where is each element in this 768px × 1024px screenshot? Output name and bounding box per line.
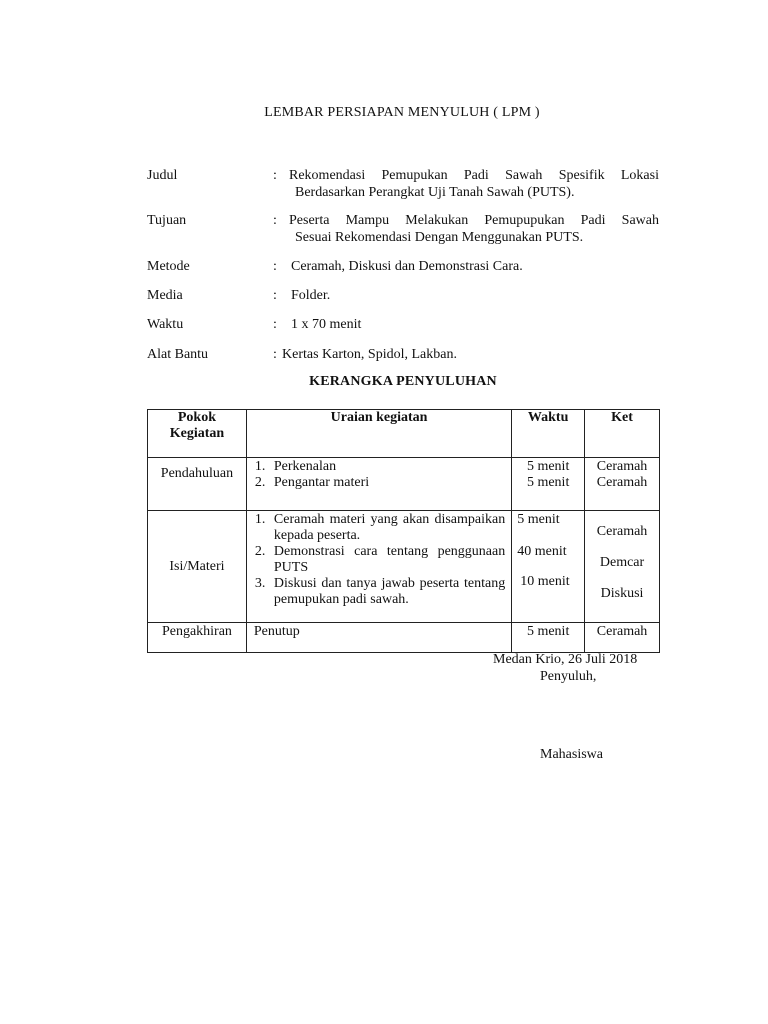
item-number: 2. (254, 475, 266, 490)
cell-uraian (246, 511, 511, 623)
field-label: Tujuan (147, 213, 187, 228)
list-item (255, 475, 505, 491)
field-colon: : (273, 288, 277, 303)
item-text: Demonstrasi cara tentang penggunaan PUTS (273, 544, 506, 575)
table-row (148, 458, 660, 511)
field-value: Kertas Karton, Spidol, Lakban. (282, 347, 457, 362)
waktu-value: 5 menit (526, 624, 570, 639)
waktu-value: 5 menit (526, 459, 570, 474)
ket-value: Ceramah (596, 624, 648, 639)
table-row (148, 511, 660, 623)
cell-uraian: Penutup (246, 623, 511, 653)
field-label: Judul (147, 168, 178, 183)
header-waktu: Waktu (512, 410, 585, 458)
item-number: 1. (254, 512, 266, 527)
field-value (289, 167, 659, 201)
field-value (289, 212, 659, 246)
ket-value: Diskusi (600, 586, 644, 601)
field-colon: : (273, 168, 277, 183)
signature-name: Mahasiswa (540, 747, 603, 762)
field-value-line: Peserta Mampu Melakukan Pemupupukan Padi Sawah (289, 213, 659, 228)
cell-ket (585, 458, 660, 511)
list-item (255, 512, 505, 544)
ket-value: Demcar (599, 555, 645, 570)
ket-value: Ceramah (596, 524, 648, 539)
item-text: Diskusi dan tanya jawab peserta tentang pemupukan padi sawah. (273, 576, 506, 607)
item-number: 3. (254, 576, 266, 591)
item-number: 2. (254, 544, 266, 559)
item-text: Perkenalan (273, 459, 337, 474)
field-value-line: Rekomendasi Pemupukan Padi Sawah Spesifik Lokasi (289, 168, 659, 183)
document-title: LEMBAR PERSIAPAN MENYULUH ( LPM ) (264, 105, 540, 120)
header-text: Kegiatan (169, 426, 225, 441)
waktu-value: 40 menit (517, 544, 567, 559)
cell-pokok: Isi/Materi (148, 511, 247, 623)
field-colon: : (273, 317, 277, 332)
header-text: Pokok (177, 410, 216, 425)
kerangka-table (147, 409, 660, 653)
field-colon: : (273, 347, 277, 362)
ket-value: Ceramah (596, 475, 648, 490)
list-item (255, 459, 505, 475)
cell-ket (585, 511, 660, 623)
cell-pokok: Pendahuluan (148, 458, 247, 511)
item-text: Ceramah materi yang akan disampaikan kepada peserta. (273, 512, 506, 543)
header-pokok-kegiatan (148, 410, 247, 458)
field-colon: : (273, 259, 277, 274)
section-title: KERANGKA PENYULUHAN (309, 374, 497, 389)
field-value: Folder. (291, 288, 331, 303)
field-value-line: Berdasarkan Perangkat Uji Tanah Sawah (PUTS). (295, 185, 575, 200)
field-label: Waktu (147, 317, 184, 332)
table-row (148, 623, 660, 653)
header-uraian: Uraian kegiatan (246, 410, 511, 458)
field-label: Media (147, 288, 183, 303)
item-text: Pengantar materi (273, 475, 370, 490)
cell-waktu (512, 511, 585, 623)
list-item (255, 544, 505, 576)
signature-role: Penyuluh, (540, 669, 597, 684)
field-colon: : (273, 213, 277, 228)
waktu-value: 5 menit (517, 512, 560, 527)
list-item (255, 576, 505, 608)
cell-uraian (246, 458, 511, 511)
ket-value: Ceramah (596, 459, 648, 474)
cell-waktu (512, 623, 585, 653)
field-label: Metode (147, 259, 190, 274)
waktu-value: 10 menit (520, 574, 570, 589)
field-value: 1 x 70 menit (291, 317, 362, 332)
item-number: 1. (254, 459, 266, 474)
waktu-value: 5 menit (526, 475, 570, 490)
table-header-row (148, 410, 660, 458)
header-ket: Ket (585, 410, 660, 458)
cell-waktu (512, 458, 585, 511)
cell-ket (585, 623, 660, 653)
signature-place-date: Medan Krio, 26 Juli 2018 (493, 652, 638, 667)
cell-pokok: Pengakhiran (148, 623, 247, 653)
field-value: Ceramah, Diskusi dan Demonstrasi Cara. (291, 259, 523, 274)
field-value-line: Sesuai Rekomendasi Dengan Menggunakan PUTS. (295, 230, 584, 245)
field-label: Alat Bantu (147, 347, 209, 362)
